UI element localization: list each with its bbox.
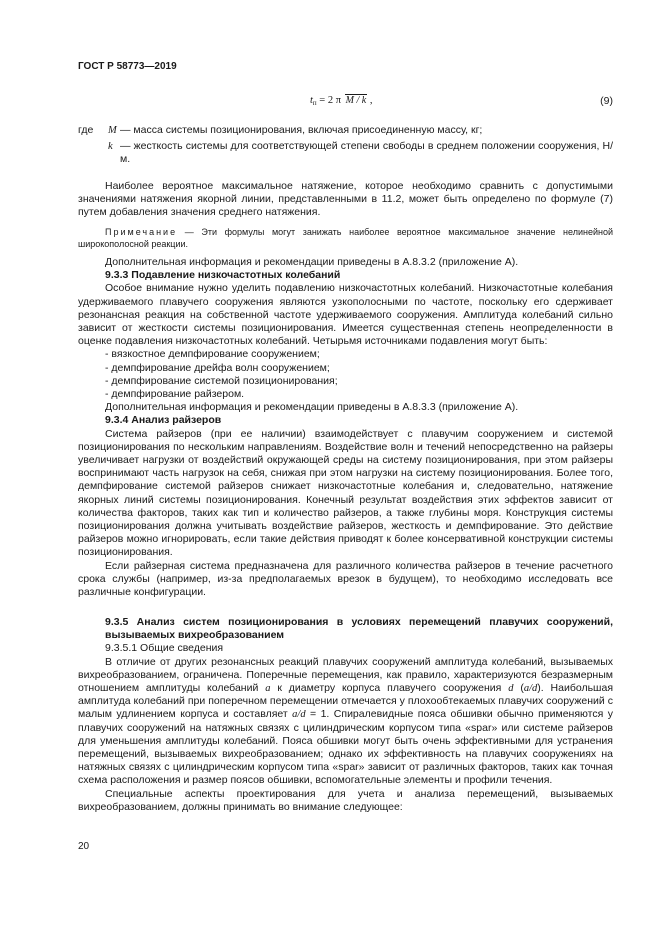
equation-number: (9) [600,95,613,107]
paragraph-max-tension: Наиболее вероятное максимальное натяжение, которое необходимо сравнить с допустимыми значениями натяжения якорной линии, представленными в 11.2, может быть определено по формуле (7) путем добавления значения среднего натяжения. [78,180,613,219]
section-9-3-3: Дополнительная информация и рекомендации приведены в А.8.3.2 (приложение А). 9.3.3 Подавление низкочастотных колебаний Особое внимание нужно уделить подавлению низкочастотных колебаний. Низкочастотные колебания удерживаемого плавучего сооружения являются узкополосными по частоте, поскольку его сдерживает резонансная реакция на собственной частоте удерживаемого сооружения. Амплитуда колебаний сильно зависит от жесткости системы позиционирования. Имеется существенная степень неопределенности в оценке подавления низкочастотных колебаний. Четырьмя источниками подавления могут быть: - вязкостное демпфирование сооружением; - демпфирование дрейфа волн сооружением; - демпфирование системой позиционирования; - демпфирование райзером. Дополнительная информация и рекомендации приведены в А.8.3.3 (приложение А). 9.3.4 Анализ райзеров Система райзеров (при ее наличии) взаимодействует с плавучим сооружением и системой позиционирования по нескольким направлениям. Воздействие волн и течений непосредственно на райзеры увеличивает нагрузки от воздействий окружающей среды на систему позиционирования, при этом райзеры воспринимают часть нагрузок на себя, снижая при этом нагрузки на систему позиционирования. Более того, демпфирование системой райзеров снижает низкочастотные колебания и, следовательно, натяжение якорных линий системы позиционирования. Конечный результат воздействия этих эффектов зависит от количества факторов, таких как тип и количество райзеров, а также глубины моря. Конструкция системы позиционирования должна учитывать воздействие райзеров, жесткость и демпфирование. Это действие райзеров можно игнорировать, если такие действия приводят к более консервативной конструкции системы позиционирования. Если райзерная система предназначена для различного количества райзеров в течение расчетного срока службы (например, из-за предполагаемых врезок в будущем), то необходимо исследовать все различные конфигурации. [78,256,613,599]
note: Примечание — Эти формулы могут занижать наиболее вероятное максимальное значение нелинейной широкополосной реакции. [78,227,613,249]
paragraph-vortex: В отличие от других резонансных реакций плавучих сооружений амплитуда колебаний, вызываемых вихреобразованием, ограничена. Поперечные перемещения, как правило, характеризуются безразмерным отношением амплитуды колебаний a к диаметру корпуса плавучего сооружения d (a/d). Наибольшая амплитуда колебаний при поперечном перемещении отмечается у плохообтекаемых плавучих сооружений с малым удлинением корпуса и составляет a/d = 1. Спиралевидные пояса обшивки обычно применяются у плавучих сооружений на натяжных связях с цилиндрическим корпусом типа «spar» или системе райзеров для уменьшения амплитуды колебаний. Пояса обшивки могут быть очень эффективными для устранения перемещений, вызываемых вихреобразованием; однако их эффективность на плавучих сооружениях на натяжных связях с цилиндрическим корпусом типа «spar» зависит от различных факторов, таких как точная схема расположения и размер поясов обшивки, вспомогательные элементы и профили течения. [78,655,614,787]
list-item: - демпфирование системой позиционирования; [105,374,338,387]
heading-9-3-3: 9.3.3 Подавление низкочастотных колебаний [105,269,341,282]
square-root: M / k [345,95,367,106]
page-number: 20 [78,841,90,852]
list-item: - демпфирование райзером. [105,388,245,401]
formula-expression: tп = 2 π M / k , [310,95,373,107]
document-header: ГОСТ Р 58773—2019 [78,61,177,72]
list-item: - вязкостное демпфирование сооружением; [105,348,320,361]
section-9-3-5: 9.3.5 Анализ систем позиционирования в условиях перемещений плавучих сооружений, вызываемых вихреобразованием 9.3.5.1 Общие сведения В отличие от других резонансных реакций плавучих сооружений амплитуда колебаний, вызываемых вихреобразованием, ограничена. Поперечные перемещения, как правило, характеризуются безразмерным отношением амплитуды колебаний a к диаметру корпуса плавучего сооружения d (a/d). Наибольшая амплитуда колебаний при поперечном перемещении отмечается у плохообтекаемых плавучих сооружений с малым удлинением корпуса и составляет a/d = 1. Спиралевидные пояса обшивки обычно применяются у плавучих сооружений на натяжных связях с цилиндрическим корпусом типа «spar» или системе райзеров для уменьшения амплитуды колебаний. Пояса обшивки могут быть очень эффективными для устранения перемещений, вызываемых вихреобразованием; однако их эффективность на плавучих сооружениях на натяжных связях с цилиндрическим корпусом типа «spar» зависит от различных факторов, таких как точная схема расположения и размер поясов обшивки, вспомогательные элементы и профили течения. Специальные аспекты проектирования для учета и анализа перемещений, вызываемых вихреобразованием, должны принимать во внимание следующее: [78,616,614,813]
heading-9-3-5-1: 9.3.5.1 Общие сведения [105,642,224,655]
heading-9-3-5: 9.3.5 Анализ систем позиционирования в условиях перемещений плавучих сооружений, вызываемых вихреобразованием [105,616,613,642]
list-item: - демпфирование дрейфа волн сооружением; [105,361,330,374]
heading-9-3-4: 9.3.4 Анализ райзеров [105,414,222,427]
formula-9 [78,94,613,112]
